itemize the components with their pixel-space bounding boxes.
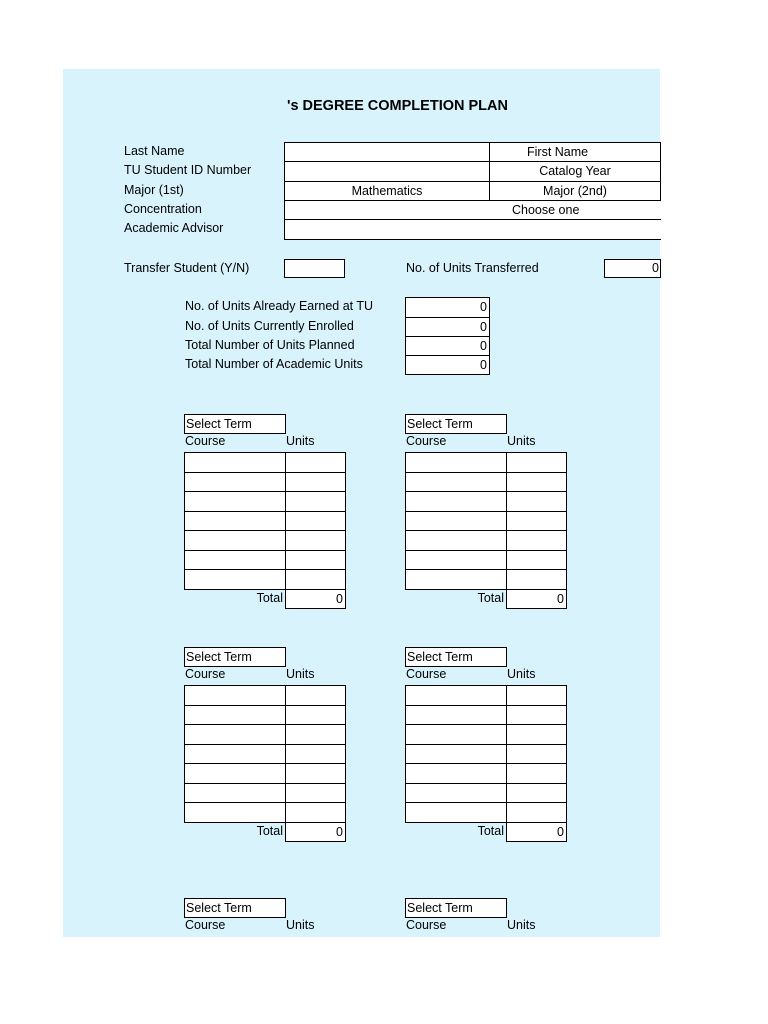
term-total-value: 0 — [506, 822, 567, 842]
course-input[interactable] — [184, 705, 286, 725]
transfer-label: Transfer Student (Y/N) — [124, 261, 250, 275]
units-input[interactable] — [285, 705, 346, 725]
advisor-label: Academic Advisor — [124, 221, 224, 235]
units-transferred-edge — [660, 259, 661, 278]
select-term-dropdown[interactable]: Select Term — [405, 647, 507, 667]
course-header: Course — [406, 434, 447, 448]
units-input[interactable] — [285, 472, 346, 492]
total-label: Total — [256, 591, 283, 605]
units-input[interactable] — [506, 569, 567, 590]
units-input[interactable] — [506, 783, 567, 803]
course-input[interactable] — [405, 724, 507, 745]
total-label: Total — [256, 824, 283, 838]
units-input[interactable] — [285, 802, 346, 823]
units-input[interactable] — [506, 452, 567, 473]
course-input[interactable] — [405, 472, 507, 492]
units-header: Units — [286, 918, 315, 932]
course-input[interactable] — [405, 452, 507, 473]
course-input[interactable] — [405, 511, 507, 531]
term-total-value: 0 — [506, 589, 567, 609]
course-input[interactable] — [184, 724, 286, 745]
select-term-dropdown[interactable]: Select Term — [184, 898, 286, 918]
advisor-input[interactable] — [284, 219, 661, 240]
course-input[interactable] — [184, 530, 286, 551]
course-input[interactable] — [405, 802, 507, 823]
catalog-year-cell — [489, 161, 660, 182]
units-input[interactable] — [506, 530, 567, 551]
units-input[interactable] — [506, 744, 567, 764]
course-input[interactable] — [184, 783, 286, 803]
concentration-label: Concentration — [124, 202, 202, 216]
units-input[interactable] — [506, 705, 567, 725]
first-name-label: First Name — [527, 145, 589, 159]
course-input[interactable] — [184, 452, 286, 473]
course-input[interactable] — [405, 491, 507, 512]
units-input[interactable] — [285, 685, 346, 706]
units-transferred-label: No. of Units Transferred — [406, 261, 539, 275]
course-input[interactable] — [405, 550, 507, 570]
units-header: Units — [286, 434, 315, 448]
course-input[interactable] — [184, 802, 286, 823]
course-input[interactable] — [405, 569, 507, 590]
concentration-select[interactable] — [284, 200, 661, 220]
summary-value: 0 — [405, 297, 490, 318]
select-term-dropdown[interactable]: Select Term — [184, 414, 286, 434]
course-input[interactable] — [184, 763, 286, 784]
summary-label: No. of Units Already Earned at TU — [185, 299, 374, 313]
right-edge-line — [660, 142, 661, 201]
course-input[interactable] — [184, 744, 286, 764]
major-1st-value: Mathematics — [351, 184, 423, 198]
units-header: Units — [286, 667, 315, 681]
student-id-input[interactable] — [284, 161, 490, 182]
course-input[interactable] — [405, 530, 507, 551]
units-header: Units — [507, 434, 536, 448]
course-input[interactable] — [405, 763, 507, 784]
units-input[interactable] — [506, 472, 567, 492]
units-input[interactable] — [285, 724, 346, 745]
major-2nd-label: Major (2nd) — [543, 184, 607, 198]
course-input[interactable] — [184, 569, 286, 590]
course-header: Course — [406, 667, 447, 681]
summary-value: 0 — [405, 336, 490, 357]
course-header: Course — [185, 667, 226, 681]
units-input[interactable] — [285, 763, 346, 784]
units-input[interactable] — [285, 530, 346, 551]
units-input[interactable] — [285, 783, 346, 803]
course-input[interactable] — [405, 783, 507, 803]
units-input[interactable] — [285, 491, 346, 512]
transfer-input[interactable] — [284, 259, 345, 278]
first-name-cell — [489, 142, 660, 162]
select-term-dropdown[interactable]: Select Term — [405, 414, 507, 434]
select-term-dropdown[interactable]: Select Term — [184, 647, 286, 667]
course-input[interactable] — [184, 550, 286, 570]
summary-value: 0 — [405, 355, 490, 375]
summary-label: Total Number of Units Planned — [185, 338, 355, 352]
term-total-value: 0 — [285, 589, 346, 609]
total-label: Total — [477, 824, 504, 838]
course-header: Course — [185, 918, 226, 932]
units-input[interactable] — [506, 802, 567, 823]
units-input[interactable] — [506, 491, 567, 512]
course-input[interactable] — [405, 744, 507, 764]
concentration-value: Choose one — [512, 203, 580, 217]
units-input[interactable] — [506, 724, 567, 745]
last-name-input[interactable] — [284, 142, 490, 162]
term-total-value: 0 — [285, 822, 346, 842]
summary-value: 0 — [405, 317, 490, 338]
page-title: 's DEGREE COMPLETION PLAN — [287, 98, 508, 114]
course-input[interactable] — [184, 472, 286, 492]
units-input[interactable] — [506, 685, 567, 706]
units-input[interactable] — [285, 550, 346, 570]
catalog-year-label: Catalog Year — [539, 164, 611, 178]
summary-label: Total Number of Academic Units — [185, 357, 363, 371]
units-input[interactable] — [506, 550, 567, 570]
major-1st-input[interactable] — [284, 181, 490, 201]
select-term-dropdown[interactable]: Select Term — [405, 898, 507, 918]
summary-label: No. of Units Currently Enrolled — [185, 319, 354, 333]
course-input[interactable] — [405, 705, 507, 725]
units-header: Units — [507, 667, 536, 681]
units-input[interactable] — [506, 511, 567, 531]
units-input[interactable] — [506, 763, 567, 784]
units-transferred-value: 0 — [604, 259, 661, 278]
last-name-label: Last Name — [124, 144, 185, 158]
course-input[interactable] — [405, 685, 507, 706]
units-input[interactable] — [285, 511, 346, 531]
units-header: Units — [507, 918, 536, 932]
course-header: Course — [185, 434, 226, 448]
total-label: Total — [477, 591, 504, 605]
course-input[interactable] — [184, 491, 286, 512]
units-input[interactable] — [285, 744, 346, 764]
major-2nd-cell — [489, 181, 660, 201]
units-input[interactable] — [285, 569, 346, 590]
course-input[interactable] — [184, 511, 286, 531]
course-header: Course — [406, 918, 447, 932]
course-input[interactable] — [184, 685, 286, 706]
major-1st-label: Major (1st) — [124, 183, 184, 197]
student-id-label: TU Student ID Number — [124, 163, 252, 177]
units-input[interactable] — [285, 452, 346, 473]
